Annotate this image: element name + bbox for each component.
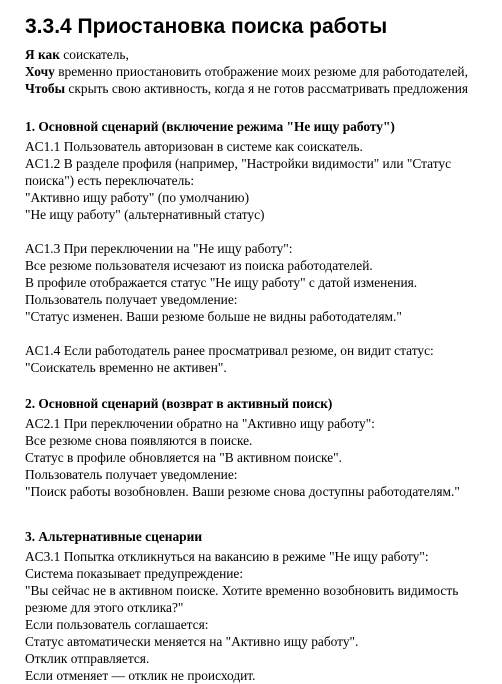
section-heading: 3. Альтернативные сценарии (25, 529, 203, 544)
text-line: AC1.2 В разделе профиля (например, "Настройки видимости" или "Статус (25, 156, 452, 171)
criteria-block (25, 548, 497, 684)
text-line: AC1.4 Если работодатель ранее просматривал резюме, он видит статус: (25, 343, 434, 358)
text-line: Все резюме пользователя исчезают из поиска работодателей. (25, 258, 373, 273)
text-line: "Статус изменен. Ваши резюме больше не видны работодателям." (25, 309, 402, 324)
story-text: скрыть свою активность, когда я не готов рассматривать предложения (65, 81, 469, 96)
text-line: "Не ищу работу" (альтернативный статус) (25, 207, 265, 222)
text-line: "Соискатель временно не активен". (25, 360, 227, 375)
story-text: временно приостановить отображение моих резюме для работодателей, (54, 64, 468, 79)
section-body (25, 415, 497, 500)
text-line: Пользователь получает уведомление: (25, 292, 238, 307)
story-text: соискатель, (59, 47, 129, 62)
text-line: В профиле отображается статус "Не ищу работу" с датой изменения. (25, 275, 418, 290)
criteria-block (25, 415, 497, 500)
section-heading: 1. Основной сценарий (включение режима "Не ищу работу") (25, 119, 395, 134)
document-page (25, 14, 497, 684)
text-line: Пользователь получает уведомление: (25, 467, 238, 482)
text-line: Система показывает предупреждение: (25, 566, 244, 581)
text-line: Если пользователь соглашается: (25, 617, 209, 632)
text-line: "Вы сейчас не в активном поиске. Хотите временно возобновить видимость (25, 583, 459, 598)
story-line-want (25, 63, 497, 80)
text-line: "Поиск работы возобновлен. Ваши резюме снова доступны работодателям." (25, 484, 460, 499)
section-heading: 2. Основной сценарий (возврат в активный поиск) (25, 396, 333, 411)
text-line: резюме для этого отклика?" (25, 600, 184, 615)
criteria-block (25, 138, 497, 223)
page-title: 3.3.4 Приостановка поиска работы (25, 15, 388, 38)
text-line: AC2.1 При переключении обратно на "Активно ищу работу": (25, 416, 375, 431)
text-line: "Активно ищу работу" (по умолчанию) (25, 190, 250, 205)
criteria-block (25, 240, 497, 325)
text-line: Статус в профиле обновляется на "В активном поиске". (25, 450, 342, 465)
criteria-block (25, 342, 497, 376)
story-label: Я как (25, 47, 60, 62)
section-body (25, 138, 497, 376)
text-line: AC1.3 При переключении на "Не ищу работу": (25, 241, 293, 256)
text-line: Статус автоматически меняется на "Активно ищу работу". (25, 634, 359, 649)
section-body (25, 548, 497, 684)
story-line-so-that (25, 80, 497, 97)
text-line: AC1.1 Пользователь авторизован в системе как соискатель. (25, 139, 363, 154)
user-story (25, 46, 497, 97)
text-line: Отклик отправляется. (25, 651, 150, 666)
story-line-as (25, 46, 497, 63)
text-line: поиска") есть переключатель: (25, 173, 195, 188)
text-line: AC3.1 Попытка откликнуться на вакансию в режиме "Не ищу работу": (25, 549, 429, 564)
story-label: Чтобы (25, 81, 66, 96)
text-line: Если отменяет — отклик не происходит. (25, 668, 256, 683)
story-label: Хочу (25, 64, 55, 79)
text-line: Все резюме снова появляются в поиске. (25, 433, 253, 448)
